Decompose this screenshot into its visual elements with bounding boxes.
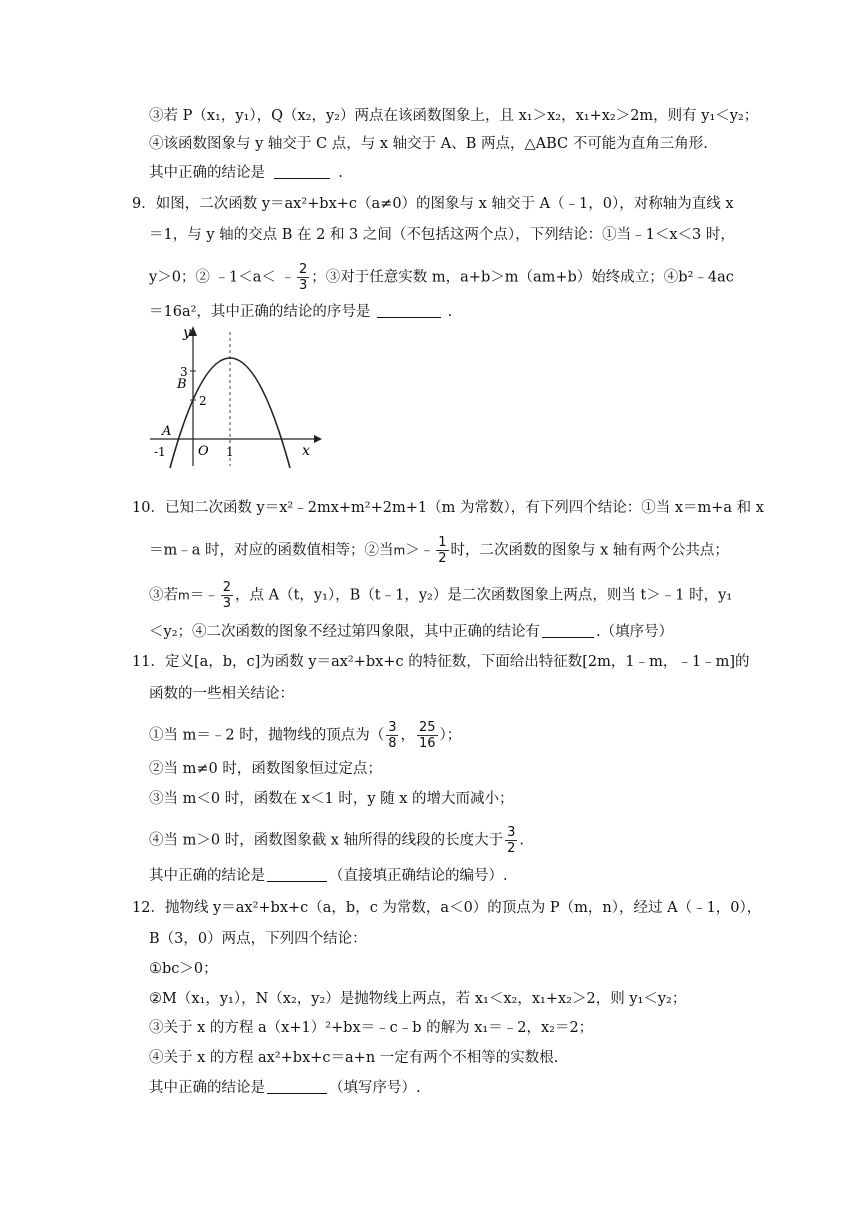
q11-line-2: 函数的一些相关结论： xyxy=(149,686,294,702)
q11-ask xyxy=(149,866,508,886)
x-axis-arrow xyxy=(314,435,322,443)
q8-item-4: ④该函数图象与 y 轴交于 C 点，与 x 轴交于 A、B 两点，△ABC 不可能为直角三角形. xyxy=(149,136,708,152)
q10-fraction-2 xyxy=(221,580,233,611)
q11-fraction-3 xyxy=(505,825,517,856)
q12-ask-end: （填写序号）. xyxy=(329,1080,421,1096)
q10-line-2b: 时，二次函数的图象与 x 轴有两个公共点； xyxy=(450,542,729,559)
q12-item-4: ④关于 x 的方程 ax²+bx+c＝a+n 一定有两个不相等的实数根. xyxy=(149,1050,559,1066)
q10-line-3a: ③若 xyxy=(149,587,178,604)
q10-fraction-2-num: 2 xyxy=(222,580,231,595)
q11-fraction-3-den: 2 xyxy=(507,841,516,856)
q10-fraction-2-den: 3 xyxy=(222,596,231,611)
y-tick-3-label: 3 xyxy=(180,365,188,379)
q11-fraction-1-num: 3 xyxy=(388,720,397,735)
q11-item-4b: . xyxy=(519,832,524,849)
q10-eq-neg: ＝﹣ xyxy=(189,587,219,604)
q10-m-var: m xyxy=(393,543,406,558)
q11-item-4a: ④当 m＞0 时，函数图象截 x 轴所得的线段的长度大于 xyxy=(149,832,504,849)
q12-item-3: ③关于 x 的方程 a（x+1）²+bx＝﹣c﹣b 的解为 x₁＝﹣2，x₂＝2； xyxy=(149,1020,594,1036)
q11-fraction-3-num: 3 xyxy=(507,825,516,840)
q10-line-2a: ＝m﹣a 时，对应的函数值相等；②当 xyxy=(149,542,394,559)
q10-gt-neg: ＞﹣ xyxy=(405,542,435,559)
q11-item-1 xyxy=(149,720,461,751)
q11-fraction-2 xyxy=(417,720,438,751)
y-tick-2-label: 2 xyxy=(199,394,207,408)
q8-answer-blank[interactable] xyxy=(274,164,330,179)
q10-answer-blank[interactable] xyxy=(542,623,594,638)
q10-fraction-1-den: 2 xyxy=(438,551,447,566)
q11-comma: ， xyxy=(400,727,415,744)
q11-item-2: ②当 m≠0 时，函数图象恒过定点； xyxy=(149,761,382,777)
q9-line-3b: ；③对于任意实数 m，a+b＞m（am+b）始终成立；④b²﹣4ac xyxy=(311,269,734,286)
q9-line-1: 9．如图，二次函数 y＝ax²+bx+c（a≠0）的图象与 x 轴交于 A（﹣1，0），对称轴为直线 x xyxy=(132,196,734,212)
q10-fraction-1 xyxy=(436,535,448,566)
q9-fraction-den: 3 xyxy=(299,278,308,293)
q10-line-3b: ，点 A（t，y₁），B（t﹣1，y₂）是二次函数图象上两点，则当 t＞﹣1 时，y₁ xyxy=(234,587,733,604)
q10-line-4a: ＜y₂；④二次函数的图象不经过第四象限，其中正确的结论有 xyxy=(149,624,541,640)
q11-item-3: ③当 m＜0 时，函数在 x＜1 时，y 随 x 的增大而减小； xyxy=(149,791,514,807)
q10-line-4 xyxy=(149,622,673,642)
x-tick-neg1-label: -1 xyxy=(154,445,166,459)
q9-line-3 xyxy=(149,262,734,293)
q11-fraction-1 xyxy=(386,720,398,751)
q11-ask-end: （直接填正确结论的编号）. xyxy=(329,868,508,884)
q10-line-1: 10．已知二次函数 y＝x²﹣2mx+m²+2m+1（m 为常数），有下列四个结论：①当 x＝m+a 和 x xyxy=(132,500,764,516)
q12-ask xyxy=(149,1078,421,1098)
q11-fraction-1-den: 8 xyxy=(388,736,397,751)
q12-answer-blank[interactable] xyxy=(267,1079,327,1094)
q11-item-1b: ）； xyxy=(439,727,462,744)
q9-line-4b: . xyxy=(447,304,453,320)
q9-fraction-num: 2 xyxy=(299,262,308,277)
y-axis-label: y xyxy=(183,325,191,341)
q10-line-3 xyxy=(149,580,732,611)
q11-item-1a: ①当 m＝﹣2 时，抛物线的顶点为（ xyxy=(149,727,385,744)
x-axis-label: x xyxy=(302,443,310,459)
q9-answer-blank[interactable] xyxy=(377,303,441,318)
q11-fraction-2-den: 16 xyxy=(418,736,436,751)
q12-ask-text: 其中正确的结论是 xyxy=(149,1080,265,1096)
q11-line-1: 11．定义[a，b，c]为函数 y＝ax²+bx+c 的特征数，下面给出特征数[2m，1﹣m，﹣1﹣m]的 xyxy=(132,654,750,670)
x-tick-1-label: 1 xyxy=(226,445,234,459)
point-b-label: B xyxy=(177,377,187,392)
q9-line-3a: y＞0；② ﹣1＜a＜ ﹣ xyxy=(149,269,296,286)
point-a-label: A xyxy=(162,424,172,439)
q10-fraction-1-num: 1 xyxy=(438,535,447,550)
q8-item-3: ③若 P（x₁，y₁），Q（x₂，y₂）两点在该函数图象上，且 x₁＞x₂，x₁+x₂＞2m，则有 y₁＜y₂； xyxy=(149,108,759,124)
q11-answer-blank[interactable] xyxy=(267,867,327,882)
q11-ask-text: 其中正确的结论是 xyxy=(149,868,265,884)
q9-line-2: ＝1，与 y 轴的交点 B 在 2 和 3 之间（不包括这两个点），下列结论：①当﹣1＜x＜3 时， xyxy=(149,227,735,243)
q11-item-4 xyxy=(149,825,524,856)
q9-fraction xyxy=(297,262,309,293)
q12-line-1: 12．抛物线 y＝ax²+bx+c（a，b，c 为常数，a＜0）的顶点为 P（m，n），经过 A（﹣1，0）， xyxy=(132,900,762,916)
q10-m-var-2: m xyxy=(178,588,190,603)
q10-line-2 xyxy=(149,535,729,566)
q12-line-2: B（3，0）两点，下列四个结论： xyxy=(149,931,367,947)
q8-ask xyxy=(149,163,343,183)
q9-line-4 xyxy=(149,302,452,322)
q8-ask-text: 其中正确的结论是 xyxy=(149,165,265,181)
origin-label: O xyxy=(198,444,209,459)
q9-line-4a: ＝16a²，其中正确的结论的序号是 xyxy=(149,304,371,320)
q12-item-1: ①bc＞0； xyxy=(149,961,218,977)
q12-item-2: ②M（x₁，y₁），N（x₂，y₂）是抛物线上两点，若 x₁＜x₂，x₁+x₂＞2，则 y₁＜y₂； xyxy=(149,991,687,1007)
q10-line-4b: .（填序号） xyxy=(596,624,674,640)
q8-ask-end: . xyxy=(338,165,343,181)
q11-fraction-2-num: 25 xyxy=(418,720,436,735)
q9-parabola-graph xyxy=(146,322,322,470)
